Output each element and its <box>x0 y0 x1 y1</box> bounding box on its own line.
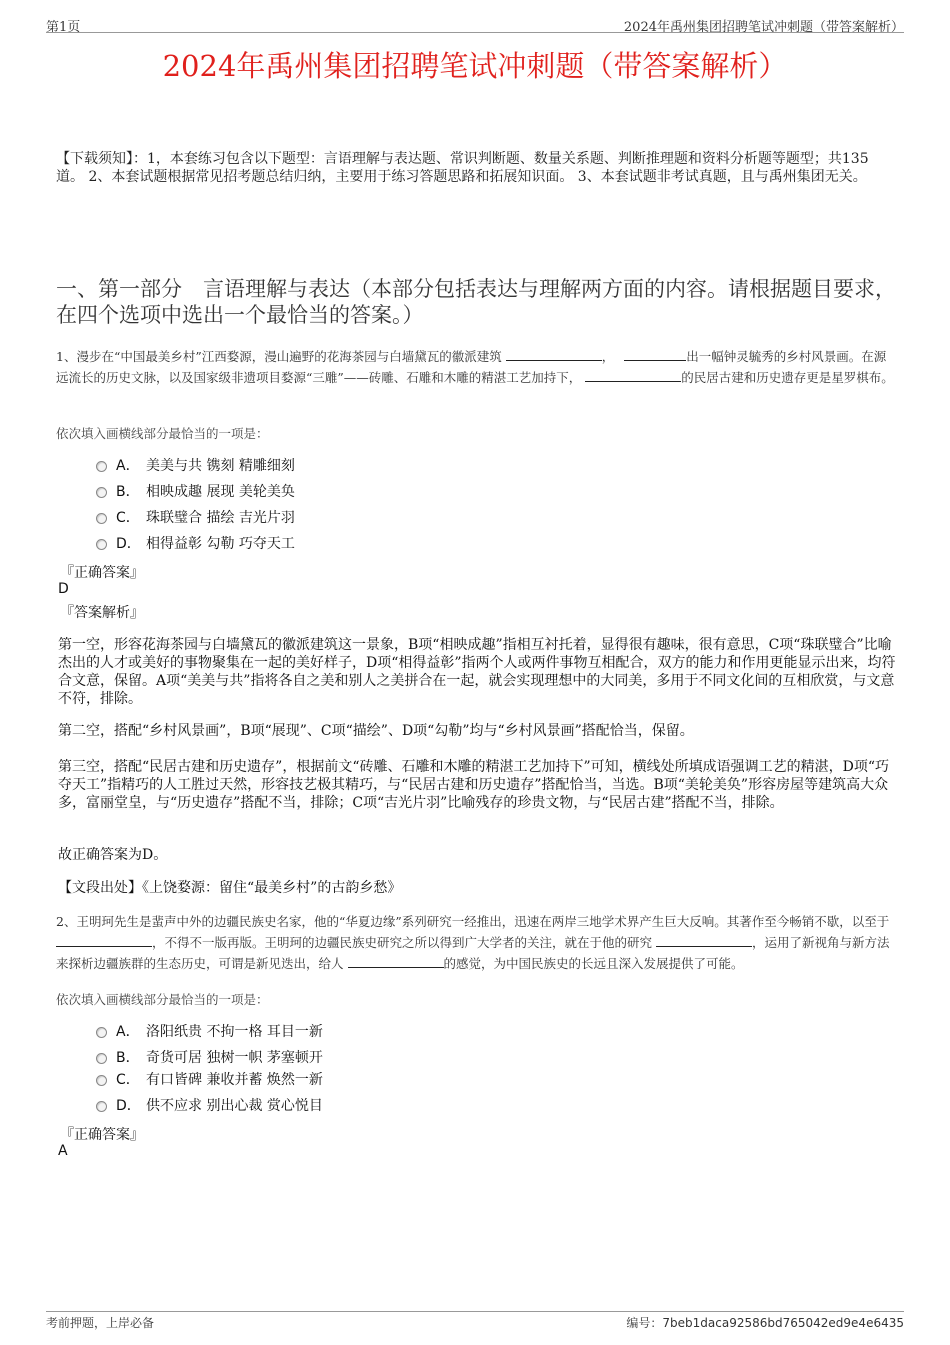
page-number: 第1页 <box>46 20 81 35</box>
q1-source: 【文段出处】《上饶婺源：留住“最美乡村”的古韵乡愁》 <box>58 880 402 896</box>
option-text: 洛阳纸贵 不拘一格 耳目一新 <box>146 1024 323 1040</box>
q1-analysis-para: 第一空，形容花海茶园与白墙黛瓦的徽派建筑这一景象，B项“相映成趣”指相互衬托着，显得很有趣味，很有意思，C项“珠联璧合”比喻杰出的人才或美好的事物聚集在一起的美好样子，D项“相得益彰”指两个人或两件事物互相配合，双方的能力和作用更能显示出来，均符合文意，保留。A项“美美与共”指将各自之美和别人之美拼合在一起，就会实现理想中的大同美，多用于不同文化间的互相欣赏，与文意不符，排除。 <box>58 637 896 707</box>
question-2-stem <box>56 912 896 974</box>
option-letter: C． <box>116 510 140 526</box>
radio-button[interactable] <box>96 487 107 498</box>
q2-text-part: ，运用了新视角与新方法来探析边疆族群的生态历史，可谓是新见迭出，给人 <box>56 935 890 971</box>
option-text: 相得益彰 勾勒 巧夺天工 <box>146 536 295 552</box>
radio-button[interactable] <box>96 539 107 550</box>
question-1-prompt: 依次填入画横线部分最恰当的一项是： <box>56 426 269 441</box>
fill-blank <box>585 367 681 382</box>
q1-text-part: 的民居古建和历史遗存更是星罗棋布。 <box>681 370 894 385</box>
page-title: 2024年禹州集团招聘笔试冲刺题（带答案解析） <box>162 49 788 83</box>
download-notice: 【下载须知】：1，本套练习包含以下题型：言语理解与表达题、常识判断题、数量关系题、判断推理题和资料分析题等题型；共135道。 2、本套试题根据常见招考题总结归纳，主要用于练习答题思路和拓展知识面。 3、本套试题非考试真题，且与禹州集团无关。 <box>56 151 869 185</box>
fill-blank <box>656 932 752 947</box>
footer-code <box>626 1314 904 1331</box>
q1-analysis-para: 第二空，搭配“乡村风景画”，B项“展现”、C项“描绘”、D项“勾勒”均与“乡村风景画”搭配恰当，保留。 <box>58 723 694 739</box>
q1-text-part: 1、漫步在“中国最美乡村”江西婺源，漫山遍野的花海茶园与白墙黛瓦的徽派建筑 <box>56 349 502 364</box>
q1-answer: D <box>58 581 69 597</box>
q1-answer-label: 『正确答案』 <box>60 565 144 581</box>
option-text: 奇货可居 独树一帜 茅塞顿开 <box>146 1050 323 1066</box>
q2-answer: A <box>58 1143 68 1159</box>
radio-button[interactable] <box>96 1101 107 1112</box>
q2-option-b[interactable] <box>96 1048 323 1068</box>
option-letter: A． <box>116 458 140 474</box>
option-letter: A． <box>116 1024 140 1040</box>
q1-analysis-label: 『答案解析』 <box>60 605 144 621</box>
q1-option-d[interactable] <box>96 534 295 554</box>
q1-analysis-para: 第三空，搭配“民居古建和历史遗存”，根据前文“砖雕、石雕和木雕的精湛工艺加持下”可知，横线处所填成语强调工艺的精湛，D项“巧夺天工”指精巧的人工胜过天然，形容技艺极其精巧，与“民居古建和历史遗存”搭配恰当，当选。B项“美轮美奂”形容房屋等建筑高大众多，富丽堂皇，与“历史遗存”搭配不当，排除；C项“吉光片羽”比喻残存的珍贵文物，与“民居古建”搭配不当，排除。 <box>58 759 890 811</box>
fill-blank <box>56 932 152 947</box>
page-header <box>46 14 904 34</box>
option-letter: C． <box>116 1072 140 1088</box>
option-text: 相映成趣 展现 美轮美奂 <box>146 484 295 500</box>
radio-button[interactable] <box>96 513 107 524</box>
question-2-prompt: 依次填入画横线部分最恰当的一项是： <box>56 992 269 1007</box>
fill-blank <box>506 346 602 361</box>
radio-button[interactable] <box>96 461 107 472</box>
q1-text-part: ， <box>601 349 615 364</box>
q2-option-a[interactable] <box>96 1022 323 1042</box>
option-letter: D． <box>116 1098 141 1114</box>
q1-option-a[interactable] <box>96 456 295 476</box>
footer-divider <box>46 1311 904 1312</box>
q2-text-part: 2、王明珂先生是蜚声中外的边疆民族史名家，他的“华夏边缘”系列研究一经推出，迅速在两岸三地学术界产生巨大反响。其著作至今畅销不歇，以至于 <box>56 914 890 929</box>
radio-button[interactable] <box>96 1027 107 1038</box>
q1-analysis-conclusion: 故正确答案为D。 <box>58 847 168 863</box>
option-text: 供不应求 别出心裁 赏心悦目 <box>146 1098 323 1114</box>
q1-text-part: 出一幅钟灵毓秀的乡村风景画。在源远流长的历史文脉，以及国家级非遗项目婺源“三雕”——砖雕、石雕和木雕的精湛工艺加持下， <box>56 349 887 385</box>
footer-slogan: 考前押题，上岸必备 <box>46 1316 155 1330</box>
q1-option-c[interactable] <box>96 508 295 528</box>
section-heading: 一、第一部分 言语理解与表达（本部分包括表达与理解两方面的内容。请根据题目要求，在四个选项中选出一个最恰当的答案。） <box>56 277 896 327</box>
header-divider <box>46 32 904 33</box>
radio-button[interactable] <box>96 1075 107 1086</box>
q1-option-b[interactable] <box>96 482 295 502</box>
fill-blank <box>624 346 686 361</box>
q2-text-part: ，不得不一版再版。王明珂的边疆民族史研究之所以得到广大学者的关注，就在于他的研究 <box>152 935 653 950</box>
q2-text-part: 的感觉，为中国民族史的长远且深入发展提供了可能。 <box>443 956 744 971</box>
option-text: 珠联璧合 描绘 吉光片羽 <box>146 510 295 526</box>
option-text: 有口皆碑 兼收并蓄 焕然一新 <box>146 1072 323 1088</box>
q2-option-c[interactable] <box>96 1070 323 1090</box>
option-letter: D． <box>116 536 141 552</box>
footer-code-value: 7beb1daca92586bd765042ed9e4e6435 <box>662 1316 904 1330</box>
radio-button[interactable] <box>96 1053 107 1064</box>
header-doc-title: 2024年禹州集团招聘笔试冲刺题（带答案解析） <box>623 20 904 35</box>
option-letter: B． <box>116 1050 140 1066</box>
q2-answer-label: 『正确答案』 <box>60 1127 144 1143</box>
footer-code-label: 编号： <box>626 1316 663 1330</box>
q2-option-d[interactable] <box>96 1096 323 1116</box>
option-text: 美美与共 镌刻 精雕细刻 <box>146 458 295 474</box>
option-letter: B． <box>116 484 140 500</box>
question-1-stem <box>56 346 896 388</box>
fill-blank <box>348 953 444 968</box>
